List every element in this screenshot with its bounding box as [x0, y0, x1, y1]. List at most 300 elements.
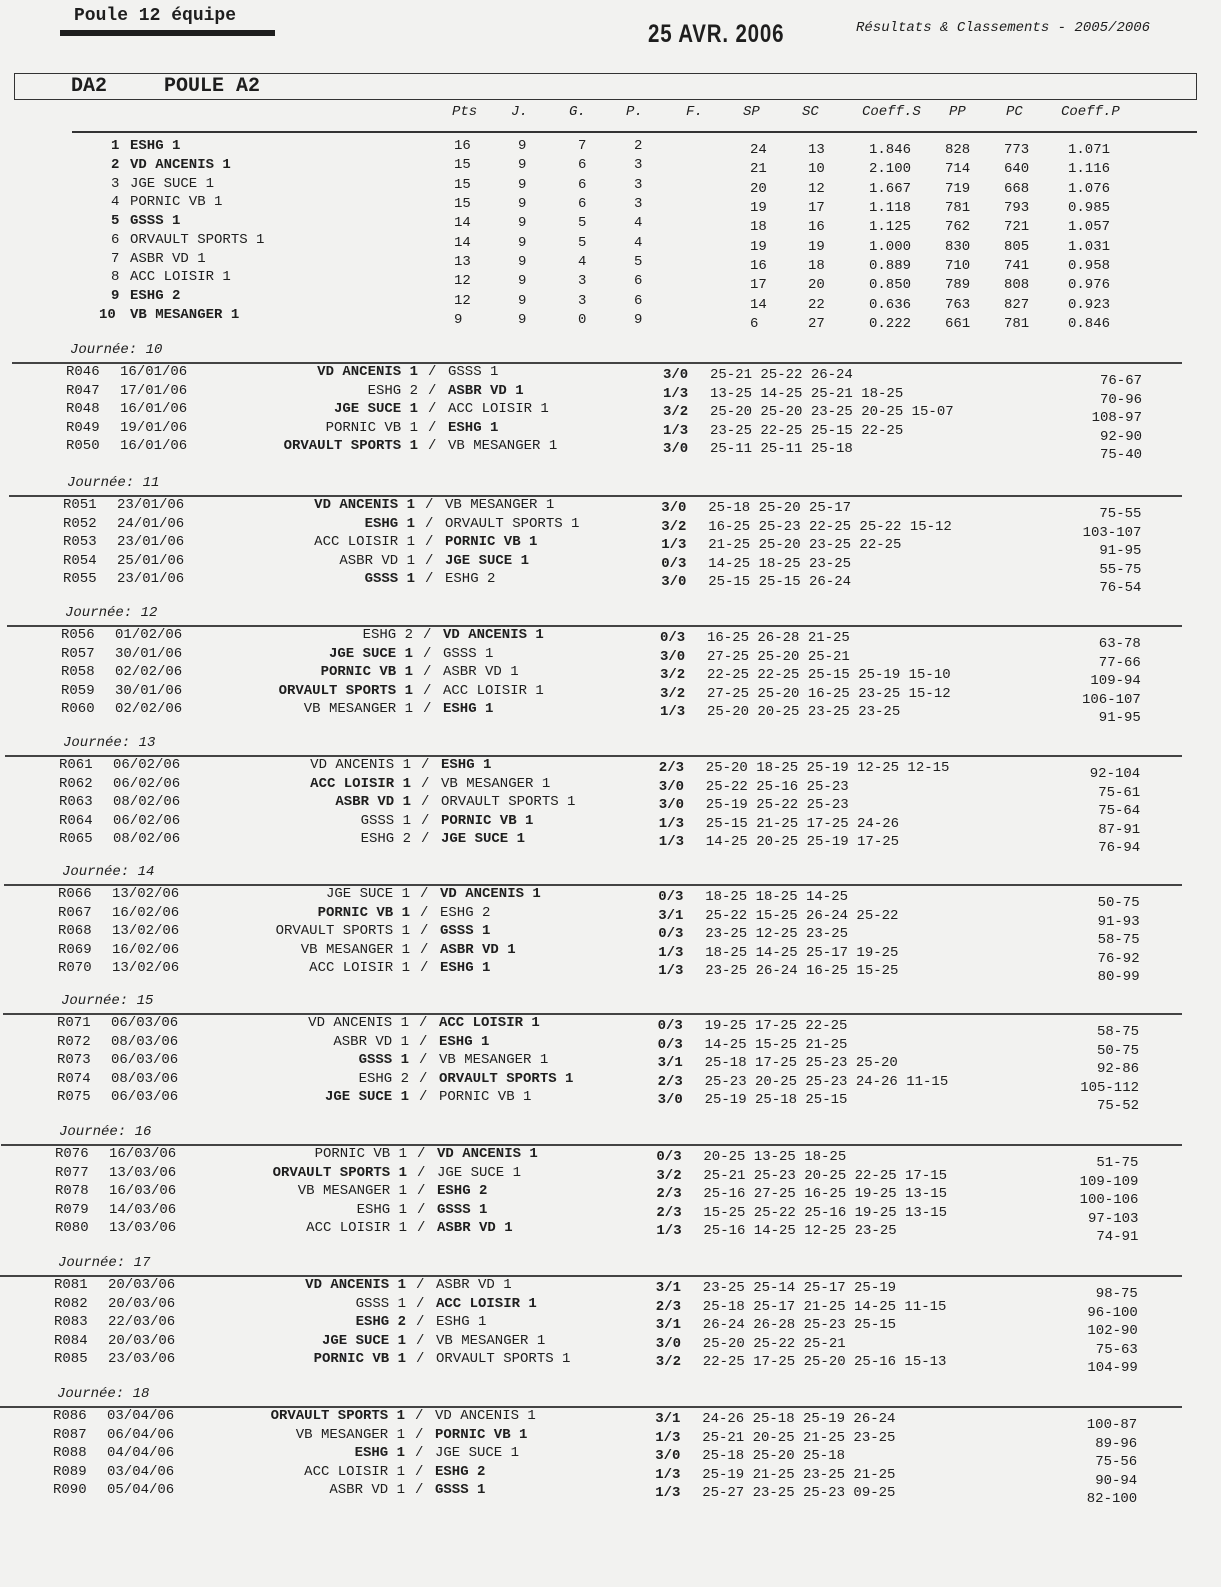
- match-id: R058: [61, 664, 95, 681]
- standing-pc: 721: [1004, 219, 1030, 236]
- match-id: R075: [57, 1089, 91, 1106]
- standing-sc: 19: [808, 238, 825, 255]
- match-id: R083: [54, 1314, 88, 1331]
- match-sets: 25-11 25-11 25-18: [710, 441, 853, 458]
- match-id: R085: [54, 1351, 88, 1368]
- round-title: Journée: 18: [57, 1386, 150, 1402]
- match-score: 2/3: [656, 1204, 682, 1221]
- match-home-team: JGE SUCE 1: [333, 401, 418, 418]
- match-separator: /: [421, 775, 430, 792]
- standings-col-header: J.: [511, 104, 528, 120]
- match-score: 1/3: [658, 815, 685, 832]
- match-away-team: ESHG 1: [440, 960, 491, 977]
- match-away-team: VD ANCENIS 1: [437, 1146, 538, 1162]
- match-date: 04/04/06: [107, 1445, 175, 1462]
- match-points: 108-97: [1091, 410, 1142, 427]
- standing-g: 6: [578, 176, 587, 193]
- standings-col-header: P.: [626, 104, 643, 120]
- match-home-team: VB MESANGER 1: [297, 1183, 407, 1200]
- standing-sc: 20: [808, 277, 825, 294]
- match-separator: /: [428, 364, 437, 380]
- match-home-team: JGE SUCE 1: [325, 886, 410, 902]
- match-away-team: VB MESANGER 1: [445, 497, 555, 513]
- match-date: 06/03/06: [111, 1015, 179, 1031]
- standings-col-header: G.: [569, 104, 586, 120]
- standing-pts: 12: [454, 292, 471, 309]
- match-home-team: ESHG 2: [367, 382, 418, 399]
- match-separator: /: [428, 438, 437, 455]
- match-home-team: VD ANCENIS 1: [310, 757, 411, 773]
- standing-p: 3: [634, 157, 643, 174]
- match-separator: /: [419, 1015, 428, 1031]
- standing-j: 9: [518, 312, 527, 329]
- match-separator: /: [423, 645, 432, 662]
- standing-coeff-s: 0.889: [869, 258, 912, 275]
- round-title: Journée: 12: [65, 605, 158, 621]
- standing-pts: 12: [454, 273, 471, 290]
- match-separator: /: [415, 1463, 424, 1480]
- match-away-team: ASBR VD 1: [448, 382, 524, 399]
- match-away-team: VB MESANGER 1: [436, 1332, 546, 1349]
- match-date: 06/03/06: [111, 1089, 179, 1106]
- standing-sp: 21: [750, 161, 767, 178]
- match-score: 3/2: [656, 1167, 682, 1184]
- match-separator: /: [416, 1351, 425, 1368]
- match-score: 1/3: [663, 385, 689, 402]
- match-points: 70-96: [1099, 391, 1142, 408]
- match-score: 0/3: [661, 555, 687, 572]
- match-date: 23/01/06: [117, 571, 185, 588]
- match-score: 1/3: [658, 834, 685, 851]
- standing-pts: 15: [454, 176, 471, 193]
- match-home-team: ESHG 2: [355, 1314, 406, 1331]
- match-id: R074: [57, 1070, 91, 1087]
- standing-sp: 16: [750, 258, 767, 275]
- match-away-team: GSSS 1: [435, 1482, 486, 1499]
- standing-pc: 805: [1004, 238, 1030, 255]
- match-home-team: VD ANCENIS 1: [314, 497, 415, 513]
- standing-pts: 14: [454, 234, 471, 251]
- standing-rank: 2: [111, 156, 120, 173]
- match-score: 0/3: [658, 926, 684, 943]
- round-title: Journée: 13: [63, 735, 156, 751]
- match-score: 1/3: [658, 944, 684, 961]
- match-points: 106-107: [1082, 691, 1141, 708]
- match-date: 20/03/06: [108, 1277, 176, 1293]
- match-away-team: ASBR VD 1: [443, 664, 519, 681]
- match-score: 3/1: [655, 1411, 681, 1427]
- match-id: R067: [58, 904, 92, 921]
- standing-pp: 762: [945, 219, 971, 236]
- match-date: 30/01/06: [115, 682, 183, 699]
- match-home-team: ESHG 1: [356, 1201, 407, 1218]
- round-rule: [0, 1406, 1182, 1408]
- standing-rank: 5: [111, 213, 120, 229]
- sheet-title: Poule 12 équipe: [74, 6, 237, 26]
- standing-pts: 13: [454, 254, 471, 271]
- match-id: R071: [57, 1015, 91, 1031]
- match-sets: 25-22 15-25 26-24 25-22: [705, 907, 899, 924]
- standing-j: 9: [518, 234, 527, 251]
- match-sets: 16-25 25-23 22-25 25-22 15-12: [708, 518, 952, 535]
- match-separator: /: [420, 886, 429, 902]
- match-away-team: ORVAULT SPORTS 1: [439, 1070, 574, 1087]
- standing-p: 4: [634, 215, 643, 232]
- standing-coeff-s: 0.850: [869, 277, 912, 294]
- standings-col-header: SP: [743, 104, 760, 120]
- standing-p: 2: [634, 138, 643, 154]
- standing-rank: 1: [111, 138, 120, 154]
- match-id: R079: [55, 1201, 89, 1218]
- match-id: R069: [58, 941, 92, 958]
- match-score: 1/3: [656, 1223, 682, 1240]
- match-date: 06/02/06: [113, 775, 181, 792]
- match-points: 98-75: [1095, 1286, 1138, 1302]
- standing-rank: 8: [111, 269, 120, 286]
- standing-sc: 27: [808, 316, 825, 333]
- match-points: 76-92: [1097, 950, 1140, 967]
- match-id: R087: [53, 1426, 87, 1443]
- standing-j: 9: [518, 292, 527, 309]
- standing-pc: 827: [1004, 296, 1030, 313]
- match-sets: 18-25 18-25 14-25: [705, 889, 849, 905]
- match-away-team: JGE SUCE 1: [441, 831, 526, 848]
- standing-coeff-p: 1.076: [1068, 180, 1111, 197]
- match-sets: 25-16 27-25 16-25 19-25 13-15: [703, 1186, 948, 1203]
- date-stamp: 25 AVR. 2006: [648, 20, 785, 48]
- round-title: Journée: 16: [59, 1124, 152, 1140]
- match-date: 13/02/06: [112, 886, 180, 902]
- standing-team: ASBR VD 1: [130, 250, 206, 267]
- match-date: 08/02/06: [113, 794, 181, 811]
- match-sets: 22-25 22-25 25-15 25-19 15-10: [707, 667, 951, 684]
- standing-j: 9: [518, 215, 527, 232]
- match-date: 02/02/06: [115, 664, 183, 681]
- match-score: 3/2: [660, 685, 686, 702]
- match-home-team: GSSS 1: [364, 571, 415, 588]
- match-date: 22/03/06: [108, 1314, 176, 1331]
- match-away-team: ACC LOISIR 1: [439, 1015, 540, 1031]
- match-date: 16/03/06: [109, 1146, 177, 1162]
- match-home-team: JGE SUCE 1: [328, 645, 413, 662]
- match-home-team: GSSS 1: [355, 1295, 406, 1312]
- match-id: R060: [61, 701, 95, 718]
- match-date: 13/02/06: [112, 923, 180, 940]
- standing-coeff-s: 0.636: [869, 296, 912, 313]
- match-sets: 25-15 25-15 26-24: [708, 574, 852, 591]
- match-id: R073: [57, 1052, 91, 1069]
- match-date: 08/02/06: [113, 831, 181, 848]
- round-title: Journée: 17: [58, 1255, 151, 1271]
- match-points: 96-100: [1087, 1304, 1138, 1321]
- match-score: 1/3: [658, 963, 684, 980]
- match-score: 0/3: [660, 630, 686, 646]
- match-id: R051: [63, 497, 97, 513]
- match-points: 109-94: [1090, 673, 1141, 690]
- match-date: 16/01/06: [120, 401, 188, 418]
- standing-rank: 6: [111, 231, 120, 248]
- match-separator: /: [420, 904, 429, 921]
- standings-col-header: PC: [1006, 104, 1023, 120]
- match-sets: 27-25 25-20 16-25 23-25 15-12: [707, 685, 951, 702]
- standing-team: PORNIC VB 1: [130, 194, 223, 211]
- match-separator: /: [416, 1314, 425, 1331]
- standing-pts: 14: [454, 215, 471, 232]
- match-home-team: ASBR VD 1: [329, 1482, 405, 1499]
- standing-sp: 19: [750, 238, 767, 255]
- match-away-team: VB MESANGER 1: [448, 438, 558, 455]
- standing-pp: 719: [945, 180, 971, 197]
- standing-pp: 763: [945, 296, 971, 313]
- match-separator: /: [423, 682, 432, 699]
- round-title: Journée: 11: [67, 475, 160, 491]
- match-sets: 14-25 20-25 25-19 17-25: [705, 834, 900, 851]
- match-home-team: ESHG 1: [364, 515, 415, 532]
- match-points: 76-54: [1099, 580, 1142, 597]
- match-date: 24/01/06: [117, 515, 185, 532]
- match-away-team: ASBR VD 1: [440, 941, 516, 958]
- round-rule: [7, 625, 1182, 627]
- match-separator: /: [425, 534, 434, 551]
- match-away-team: ESHG 1: [439, 1033, 490, 1050]
- match-sets: 25-20 25-22 25-21: [702, 1335, 846, 1352]
- match-separator: /: [428, 401, 437, 418]
- match-points: 75-63: [1095, 1341, 1138, 1358]
- match-id: R066: [58, 886, 92, 902]
- match-points: 55-75: [1099, 561, 1142, 578]
- match-id: R088: [53, 1445, 87, 1462]
- match-date: 16/02/06: [112, 941, 180, 958]
- standing-g: 5: [578, 215, 587, 232]
- match-points: 75-52: [1096, 1098, 1139, 1115]
- match-score: 3/0: [658, 778, 685, 795]
- match-away-team: GSSS 1: [443, 645, 494, 662]
- standings-col-header: PP: [949, 104, 966, 120]
- match-sets: 25-23 20-25 25-23 24-26 11-15: [704, 1073, 949, 1090]
- standing-sp: 6: [750, 316, 759, 333]
- standing-pc: 668: [1004, 180, 1030, 197]
- match-sets: 14-25 15-25 21-25: [704, 1036, 848, 1053]
- match-sets: 26-24 26-28 25-23 25-15: [702, 1317, 897, 1334]
- match-away-team: ESHG 1: [448, 419, 499, 436]
- standing-j: 9: [518, 254, 527, 271]
- standing-g: 6: [578, 196, 587, 213]
- match-separator: /: [423, 664, 432, 681]
- match-away-team: ESHG 2: [440, 904, 491, 921]
- match-date: 23/01/06: [117, 534, 185, 551]
- match-separator: /: [419, 1070, 428, 1087]
- match-home-team: PORNIC VB 1: [325, 419, 418, 436]
- match-sets: 23-25 26-24 16-25 15-25: [705, 963, 899, 980]
- match-points: 92-104: [1089, 766, 1141, 782]
- title-underline: [60, 30, 275, 36]
- round-rule: [4, 884, 1182, 886]
- match-away-team: PORNIC VB 1: [435, 1426, 528, 1443]
- match-separator: /: [416, 1295, 425, 1312]
- match-id: R063: [59, 794, 93, 811]
- standing-sc: 17: [808, 200, 825, 217]
- standings-col-header: Coeff.P: [1061, 104, 1120, 120]
- match-separator: /: [415, 1426, 424, 1443]
- round-title: Journée: 15: [61, 993, 154, 1009]
- match-separator: /: [428, 419, 437, 436]
- match-separator: /: [417, 1220, 426, 1237]
- match-date: 13/03/06: [109, 1164, 177, 1181]
- match-sets: 25-15 21-25 17-25 24-26: [705, 815, 900, 832]
- standing-coeff-p: 1.031: [1068, 238, 1111, 255]
- standing-g: 6: [578, 157, 587, 174]
- standing-sp: 19: [750, 200, 767, 217]
- standing-rank: 7: [111, 250, 120, 267]
- match-date: 03/04/06: [107, 1463, 175, 1480]
- match-home-team: PORNIC VB 1: [317, 904, 410, 921]
- match-home-team: ACC LOISIR 1: [314, 534, 415, 551]
- match-away-team: ORVAULT SPORTS 1: [441, 794, 576, 811]
- match-score: 3/0: [661, 574, 687, 591]
- match-date: 06/03/06: [111, 1052, 179, 1069]
- match-away-team: ESHG 1: [443, 701, 494, 718]
- standing-pp: 714: [945, 161, 971, 178]
- match-points: 82-100: [1086, 1491, 1138, 1508]
- match-points: 51-75: [1096, 1155, 1139, 1171]
- match-away-team: PORNIC VB 1: [439, 1089, 532, 1106]
- match-sets: 23-25 22-25 25-15 22-25: [710, 422, 904, 439]
- round-title: Journée: 14: [62, 864, 155, 880]
- match-score: 0/3: [656, 1149, 682, 1165]
- match-home-team: VD ANCENIS 1: [305, 1277, 406, 1293]
- match-score: 3/2: [660, 667, 686, 684]
- match-id: R056: [61, 627, 95, 643]
- standing-p: 3: [634, 196, 643, 213]
- match-points: 100-87: [1086, 1417, 1138, 1433]
- match-score: 0/3: [657, 1018, 683, 1034]
- match-separator: /: [417, 1164, 426, 1181]
- match-home-team: ACC LOISIR 1: [310, 775, 411, 792]
- standing-pp: 830: [945, 238, 971, 255]
- standing-g: 3: [578, 292, 587, 309]
- match-sets: 25-21 25-22 26-24: [710, 367, 853, 383]
- match-separator: /: [419, 1089, 428, 1106]
- match-score: 3/1: [658, 907, 684, 924]
- match-score: 3/0: [660, 648, 686, 665]
- match-separator: /: [417, 1183, 426, 1200]
- match-id: R047: [66, 382, 100, 399]
- standing-coeff-p: 1.057: [1068, 219, 1111, 236]
- match-score: 1/3: [660, 704, 686, 721]
- standing-sp: 14: [750, 296, 767, 313]
- match-score: 3/2: [663, 404, 689, 421]
- match-sets: 25-16 14-25 12-25 23-25: [703, 1223, 897, 1240]
- match-score: 3/0: [657, 1092, 683, 1109]
- match-id: R081: [54, 1277, 88, 1293]
- round-rule: [5, 755, 1182, 757]
- match-date: 20/03/06: [108, 1332, 176, 1349]
- match-date: 30/01/06: [115, 645, 183, 662]
- match-home-team: ORVAULT SPORTS 1: [278, 682, 413, 699]
- match-home-team: JGE SUCE 1: [321, 1332, 406, 1349]
- match-home-team: ORVAULT SPORTS 1: [275, 923, 410, 940]
- standing-sc: 18: [808, 258, 825, 275]
- match-id: R086: [53, 1408, 87, 1424]
- match-score: 3/0: [663, 367, 689, 383]
- match-separator: /: [415, 1445, 424, 1462]
- round-rule: [9, 495, 1182, 497]
- match-home-team: JGE SUCE 1: [324, 1089, 409, 1106]
- standing-team: VD ANCENIS 1: [130, 156, 231, 173]
- standing-coeff-s: 2.100: [869, 161, 912, 178]
- match-home-team: ORVAULT SPORTS 1: [272, 1164, 407, 1181]
- match-points: 75-56: [1095, 1454, 1138, 1471]
- standing-sp: 18: [750, 219, 767, 236]
- match-away-team: VD ANCENIS 1: [440, 886, 541, 902]
- match-score: 3/2: [655, 1354, 682, 1371]
- match-away-team: VB MESANGER 1: [439, 1052, 549, 1069]
- match-home-team: VD ANCENIS 1: [308, 1015, 409, 1031]
- match-away-team: JGE SUCE 1: [435, 1445, 520, 1462]
- match-home-team: ACC LOISIR 1: [306, 1220, 407, 1237]
- match-sets: 25-18 25-17 21-25 14-25 11-15: [702, 1298, 947, 1315]
- match-sets: 25-22 25-16 25-23: [705, 778, 849, 795]
- match-id: R076: [55, 1146, 89, 1162]
- match-separator: /: [428, 382, 437, 399]
- match-home-team: VB MESANGER 1: [303, 701, 413, 718]
- match-date: 01/02/06: [115, 627, 183, 643]
- match-points: 63-78: [1098, 636, 1141, 652]
- match-sets: 23-25 25-14 25-17 25-19: [702, 1280, 897, 1296]
- match-sets: 25-20 20-25 23-25 23-25: [707, 704, 901, 721]
- standing-j: 9: [518, 157, 527, 174]
- match-score: 3/2: [661, 518, 687, 535]
- standing-coeff-s: 1.000: [869, 238, 912, 255]
- match-away-team: VB MESANGER 1: [441, 775, 551, 792]
- match-separator: /: [423, 701, 432, 718]
- match-sets: 21-25 25-20 23-25 22-25: [708, 537, 902, 554]
- match-home-team: PORNIC VB 1: [313, 1351, 406, 1368]
- match-date: 06/02/06: [113, 812, 181, 829]
- match-away-team: JGE SUCE 1: [437, 1164, 522, 1181]
- match-id: R080: [55, 1220, 89, 1237]
- match-sets: 16-25 26-28 21-25: [707, 630, 850, 646]
- standing-sp: 20: [750, 180, 767, 197]
- match-sets: 25-27 23-25 25-23 09-25: [702, 1485, 896, 1502]
- match-id: R072: [57, 1033, 91, 1050]
- match-id: R048: [66, 401, 100, 418]
- match-points: 92-86: [1096, 1061, 1139, 1078]
- match-date: 08/03/06: [111, 1033, 179, 1050]
- match-points: 76-67: [1099, 373, 1142, 389]
- division-name: POULE A2: [164, 75, 261, 98]
- match-date: 16/02/06: [112, 904, 180, 921]
- match-points: 102-90: [1087, 1323, 1138, 1340]
- match-away-team: VD ANCENIS 1: [435, 1408, 536, 1424]
- match-points: 91-93: [1097, 913, 1140, 930]
- division-code: DA2: [71, 75, 108, 98]
- match-away-team: JGE SUCE 1: [445, 552, 530, 569]
- match-home-team: ACC LOISIR 1: [304, 1463, 405, 1480]
- standing-p: 4: [634, 234, 643, 251]
- match-sets: 27-25 25-20 25-21: [707, 648, 850, 665]
- standing-pp: 828: [945, 142, 971, 158]
- match-score: 1/3: [655, 1466, 681, 1483]
- match-points: 87-91: [1098, 821, 1141, 838]
- standings-col-header: F.: [686, 104, 703, 120]
- round-title: Journée: 10: [70, 342, 163, 358]
- match-id: R090: [53, 1482, 87, 1499]
- standing-pc: 773: [1004, 142, 1030, 158]
- match-sets: 25-21 20-25 21-25 23-25: [702, 1429, 896, 1446]
- standing-rank: 3: [111, 175, 120, 192]
- standing-coeff-s: 1.667: [869, 180, 912, 197]
